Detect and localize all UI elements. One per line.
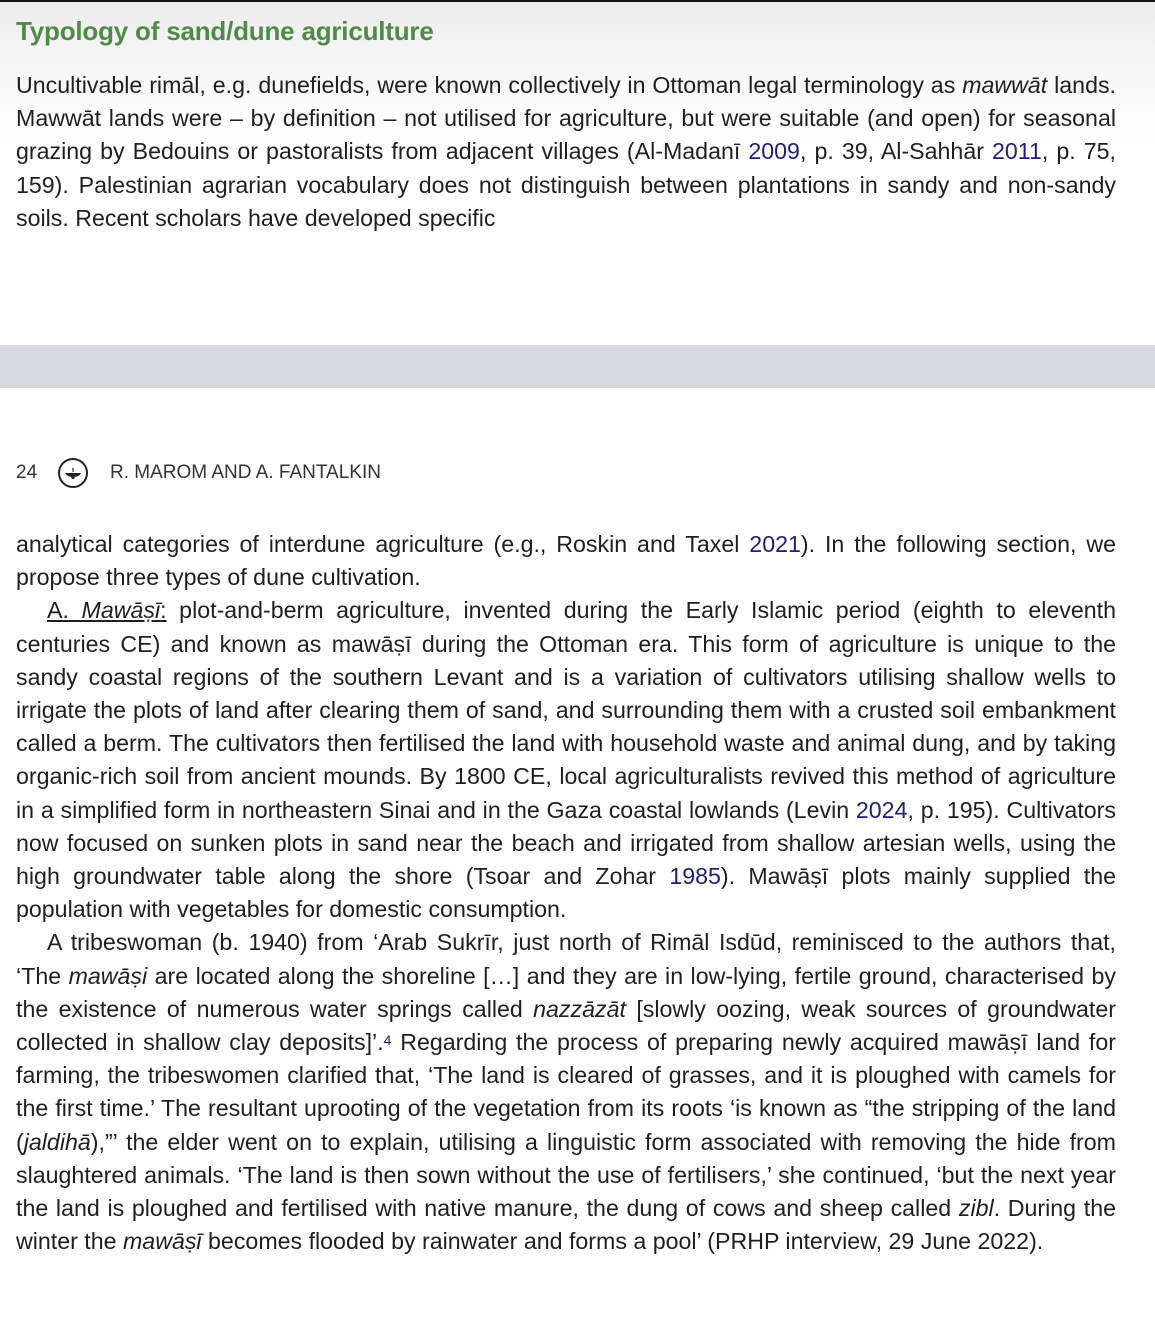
text-run: , p. 39, Al-Sahhār xyxy=(799,138,992,165)
label-term: Mawāṣī xyxy=(81,597,161,624)
text-run: Uncultivable rimāl, e.g. dunefields, were known collectively in Ottoman legal terminology as xyxy=(16,72,963,98)
page-previous xyxy=(0,2,1155,345)
italic-term: mawāṣi xyxy=(68,962,148,989)
citation-link[interactable]: 1985 xyxy=(669,863,721,890)
label-suffix: : xyxy=(160,597,167,624)
text-run: ),”’ the elder went on to explain, utilising a linguistic form associated with removing the hide from slaughtered animals. ‘The land is then sown without the use of fertilisers,’ she continued, ‘but the next year the land is ploughed and fertilised with native manure, the dung of cows and sheep called xyxy=(16,1128,1116,1222)
citation-link[interactable]: 2024 xyxy=(855,796,908,823)
text-run: lands. Mawwāt lands were – by definition – not utilised for agriculture, but were suitable (and open) for seasonal grazing by Bedouins or pastoralists from adjacent villages (Al-Madanī xyxy=(16,72,1116,165)
italic-term: zibl xyxy=(958,1195,994,1222)
page-separator xyxy=(0,345,1155,388)
body-text xyxy=(16,528,1116,1258)
citation-link[interactable]: 2011 xyxy=(992,138,1042,165)
text-run: are located along the shoreline […] and they are in low-lying, fertile ground, characterised by the existence of numerous water springs called xyxy=(16,962,1116,1022)
italic-term: mawāṣī xyxy=(122,1228,202,1255)
text-run: ). In the following section, we propose three types of dune cultivation. xyxy=(16,531,1116,591)
text-run: , p. 195). Cultivators now focused on sunken plots in sand near the beach and irrigated from shallow artesian wells, using the high groundwater table along the shore (Tsoar and Zohar xyxy=(16,796,1116,890)
body-paragraph xyxy=(16,69,1116,235)
text-run: becomes flooded by rainwater and forms a pool’ (PRHP interview, 29 June 2022). xyxy=(201,1228,1044,1255)
running-header xyxy=(16,456,381,490)
lamp-glyph-icon xyxy=(62,462,84,484)
text-run: . During the winter the xyxy=(16,1195,1116,1255)
text-run: analytical categories of interdune agriculture (e.g., Roskin and Taxel xyxy=(16,531,750,557)
journal-lamp-logo-icon xyxy=(58,458,88,488)
section-heading: Typology of sand/dune agriculture xyxy=(16,16,434,46)
text-run: plot-and-berm agriculture, invented during the Early Islamic period (eighth to eleventh centuries CE) and known as mawāṣī during the Ottoman era. This form of agriculture is unique to the sandy coastal regions of the southern Levant and is a variation of cultivators utilising shallow wells to irrigate the plots of land after clearing them of sand, and surrounding them with a crusted soil embankment called a berm. The cultivators then fertilised the land with household waste and animal dung, and by taking organic-rich soil from ancient mounds. By 1800 CE, local agriculturalists revived this method of agriculture in a simplified form in northeastern Sinai and in the Gaza coastal lowlands (Levin xyxy=(16,597,1116,823)
text-run: [slowly oozing, weak sources of groundwater collected in shallow clay deposits]’. xyxy=(16,995,1116,1056)
footnote-marker[interactable]: 4 xyxy=(383,1032,392,1049)
text-run: , p. 75, 159). Palestinian agrarian vocabulary does not distinguish between plantations in sandy and non-sandy soils. Recent scholars have developed specific xyxy=(16,138,1116,231)
text-run: ). Mawāṣī plots mainly supplied the population with vegetables for domestic consumption. xyxy=(16,863,1117,923)
text-run: Regarding the process of preparing newly acquired mawāṣī land for farming, the tribeswomen clarified that, ‘The land is cleared of grasses, and it is ploughed with camels for the first time.’ The resultant uprooting of the vegetation from its roots ‘is known as “the stripping of the land ( xyxy=(16,1029,1116,1155)
running-head-authors: R. MAROM AND A. FANTALKIN xyxy=(110,462,381,483)
italic-term: nazzāzāt xyxy=(533,995,626,1022)
page-number: 24 xyxy=(16,462,38,483)
italic-term: mawwāt xyxy=(962,72,1048,98)
citation-link[interactable]: 2021 xyxy=(749,531,801,557)
italic-term: jaldihā xyxy=(23,1128,91,1155)
subsection-label xyxy=(47,597,167,623)
text-run: A tribeswoman (b. 1940) from ‘Arab Sukrīr, just north of Rimāl Isdūd, reminisced to the authors that, ‘The xyxy=(16,929,1116,989)
citation-link[interactable]: 2009 xyxy=(748,138,800,165)
label-prefix: A. xyxy=(47,597,82,624)
